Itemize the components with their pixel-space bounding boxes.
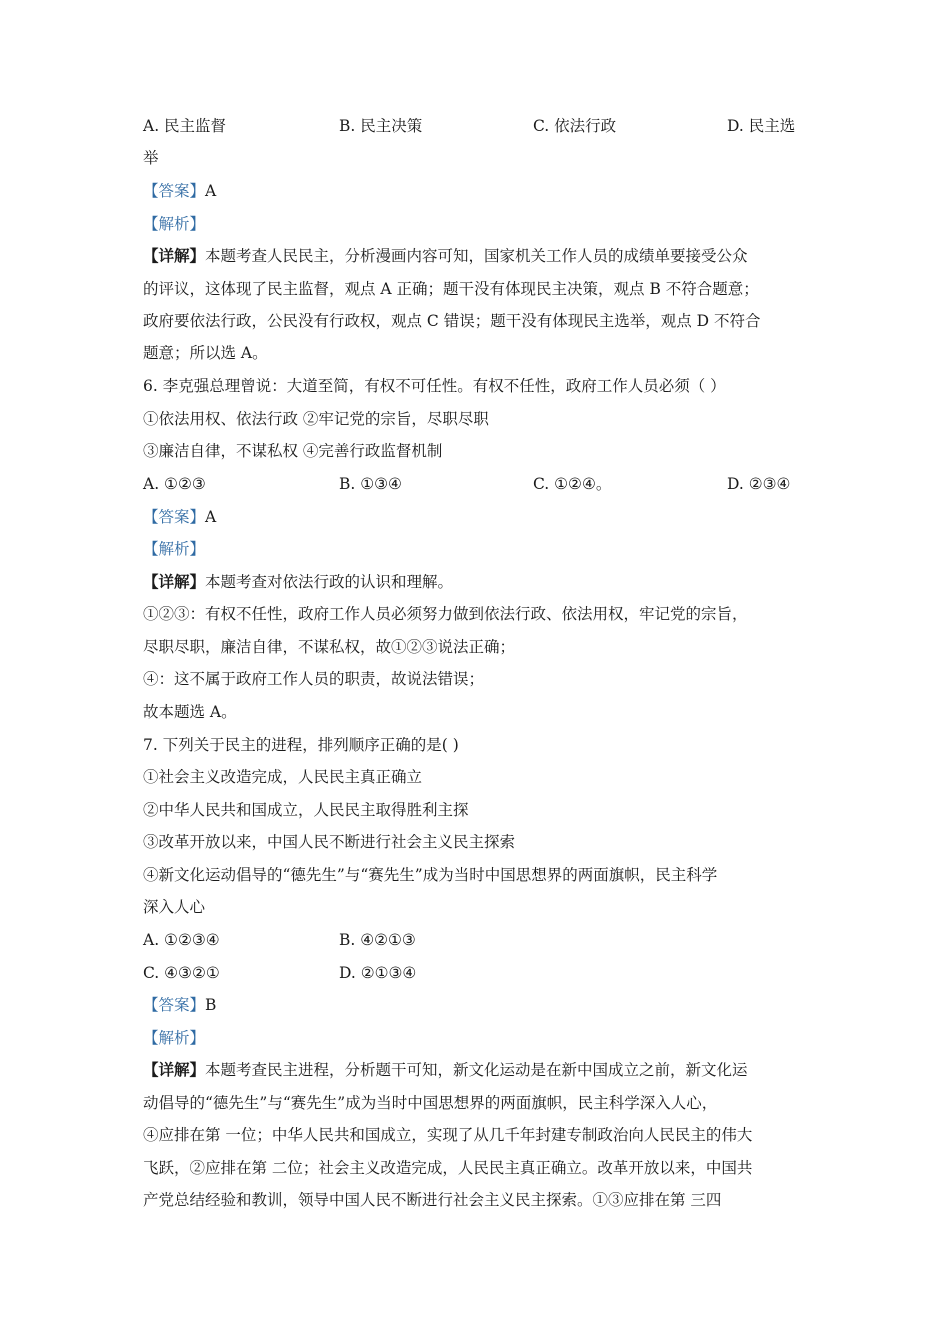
q7-statement-4: ④新文化运动倡导的“德先生”与“赛先生”成为当时中国思想界的两面旗帜，民主科学 <box>143 866 718 884</box>
q6-option-b: B. ①③④ <box>339 475 402 493</box>
q6-answer-value: A <box>205 508 217 526</box>
q7-option-b: B. ④②①③ <box>339 931 416 949</box>
q7-statement-1: ①社会主义改造完成，人民民主真正确立 <box>143 768 423 786</box>
q5-answer <box>143 180 813 202</box>
q6-option-d: D. ②③④ <box>727 475 791 493</box>
q6-detail-text-1: 本题考查对依法行政的认识和理解。 <box>205 573 454 591</box>
q7-option-a: A. ①②③④ <box>143 931 220 949</box>
q7-options-row-1 <box>143 929 813 951</box>
q7-detail-line-2: 动倡导的“德先生”与“赛先生”成为当时中国思想界的两面旗帜，民主科学深入人心， <box>143 1094 718 1112</box>
q7-statement-2: ②中华人民共和国成立，人民民主取得胜利主探 <box>143 801 469 819</box>
q7-statement-4-continuation: 深入人心 <box>143 898 206 916</box>
q7-detail-line-4: 飞跃，②应排在第 二位；社会主义改造完成，人民民主真正确立。改革开放以来，中国共 <box>143 1159 753 1177</box>
answer-tag: 【答案】 <box>143 182 206 200</box>
q6-option-a: A. ①②③ <box>143 475 206 493</box>
q7-option-d: D. ②①③④ <box>339 964 417 982</box>
q7-analysis-heading <box>143 1027 813 1049</box>
q6-options-row <box>143 473 813 495</box>
q5-option-d: D. 民主选 <box>727 117 796 135</box>
q7-detail-text-1: 本题考查民主进程，分析题干可知，新文化运动是在新中国成立之前，新文化运 <box>205 1061 748 1079</box>
q6-analysis-heading <box>143 538 813 560</box>
q5-detail-line-2: 的评议，这体现了民主监督，观点 A 正确；题干没有体现民主决策，观点 B 不符合题意； <box>143 280 759 298</box>
q5-detail-line-4: 题意；所以选 A。 <box>143 344 268 362</box>
detail-tag: 【详解】 <box>143 572 206 591</box>
q5-option-c: C. 依法行政 <box>533 117 617 135</box>
q5-answer-value: A <box>205 182 217 200</box>
analysis-tag: 【解析】 <box>143 215 206 233</box>
analysis-tag: 【解析】 <box>143 1029 206 1047</box>
answer-tag: 【答案】 <box>143 508 206 526</box>
analysis-tag: 【解析】 <box>143 540 206 558</box>
q7-detail-line-1 <box>143 1059 813 1081</box>
q5-option-d-continuation: 举 <box>143 149 159 167</box>
q6-detail-line-5: 故本题选 A。 <box>143 703 237 721</box>
q6-detail-line-1 <box>143 571 813 593</box>
q7-option-c: C. ④③②① <box>143 964 220 982</box>
q7-detail-line-5: 产党总结经验和教训，领导中国人民不断进行社会主义民主探索。①③应排在第 三四 <box>143 1191 722 1209</box>
q6-detail-line-3: 尽职尽职，廉洁自律，不谋私权，故①②③说法正确； <box>143 638 516 656</box>
q5-option-b: B. 民主决策 <box>339 117 423 135</box>
q6-statement-1: ①依法用权、依法行政 ②牢记党的宗旨，尽职尽职 <box>143 410 489 428</box>
q7-stem: 7. 下列关于民主的进程，排列顺序正确的是( ) <box>143 736 459 754</box>
q6-detail-line-4: ④：这不属于政府工作人员的职责，故说法错误； <box>143 670 485 688</box>
detail-tag: 【详解】 <box>143 246 206 265</box>
q5-detail-line-3: 政府要依法行政，公民没有行政权，观点 C 错误；题干没有体现民主选举，观点 D 不符合 <box>143 312 761 330</box>
q5-detail-line-1 <box>143 245 813 267</box>
q6-answer <box>143 506 813 528</box>
q7-answer <box>143 994 813 1016</box>
answer-tag: 【答案】 <box>143 996 206 1014</box>
q7-answer-value: B <box>205 996 217 1014</box>
q5-analysis-heading <box>143 213 813 235</box>
q7-statement-3: ③改革开放以来，中国人民不断进行社会主义民主探索 <box>143 833 516 851</box>
detail-tag: 【详解】 <box>143 1060 206 1079</box>
q7-detail-line-3: ④应排在第 一位；中华人民共和国成立，实现了从几千年封建专制政治向人民民主的伟大 <box>143 1126 753 1144</box>
q6-stem: 6. 李克强总理曾说：大道至简，有权不可任性。有权不任性，政府工作人员必须（ ） <box>143 377 726 395</box>
q5-options-row <box>143 115 813 137</box>
q5-detail-text-1: 本题考查人民民主，分析漫画内容可知，国家机关工作人员的成绩单要接受公众 <box>205 247 748 265</box>
q6-statement-2: ③廉洁自律，不谋私权 ④完善行政监督机制 <box>143 442 443 460</box>
q6-detail-line-2: ①②③：有权不任性，政府工作人员必须努力做到依法行政、依法用权，牢记党的宗旨， <box>143 605 748 623</box>
q7-options-row-2 <box>143 962 813 984</box>
q6-option-c: C. ①②④。 <box>533 475 612 493</box>
q5-option-a: A. 民主监督 <box>143 117 227 135</box>
